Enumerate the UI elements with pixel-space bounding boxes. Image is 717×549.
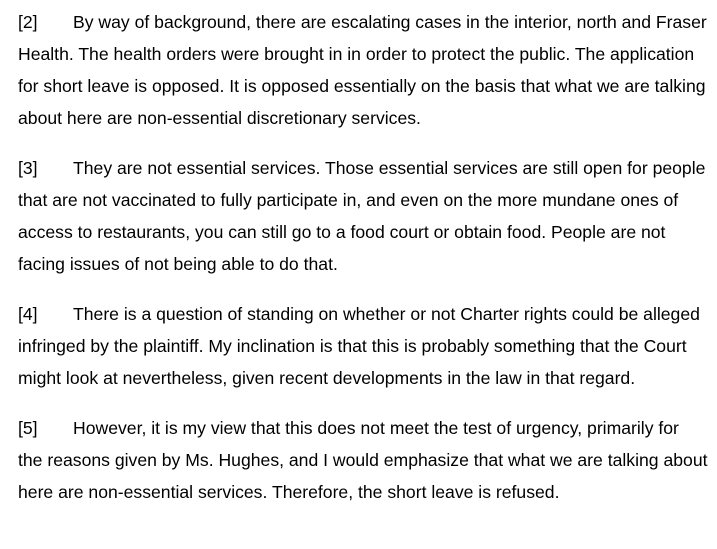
paragraph-3 <box>18 152 708 280</box>
paragraph-number: [5] <box>18 418 38 438</box>
paragraph-number: [2] <box>18 12 38 32</box>
paragraph-number: [4] <box>18 304 38 324</box>
paragraph-2 <box>18 6 708 134</box>
document-page <box>18 6 708 526</box>
paragraph-4 <box>18 298 708 394</box>
paragraph-text: There is a question of standing on whether or not Charter rights could be alleged infringed by the plaintiff. My inclination is that this is probably something that the Court might look at nevertheless, given recent developments in the law in that regard. <box>18 304 700 388</box>
paragraph-number: [3] <box>18 158 38 178</box>
paragraph-text: They are not essential services. Those essential services are still open for people that are not vaccinated to fully participate in, and even on the more mundane ones of access to restaurants, you can still go to a food court or obtain food. People are not facing issues of not being able to do that. <box>18 158 706 274</box>
paragraph-text: By way of background, there are escalating cases in the interior, north and Fraser Health. The health orders were brought in in order to protect the public. The application for short leave is opposed. It is opposed essentially on the basis that what we are talking about here are non-essential discretionary services. <box>18 12 707 128</box>
paragraph-text: However, it is my view that this does not meet the test of urgency, primarily for the reasons given by Ms. Hughes, and I would emphasize that what we are talking about here are non-essential services. Therefore, the short leave is refused. <box>18 418 708 502</box>
paragraph-5 <box>18 412 708 508</box>
